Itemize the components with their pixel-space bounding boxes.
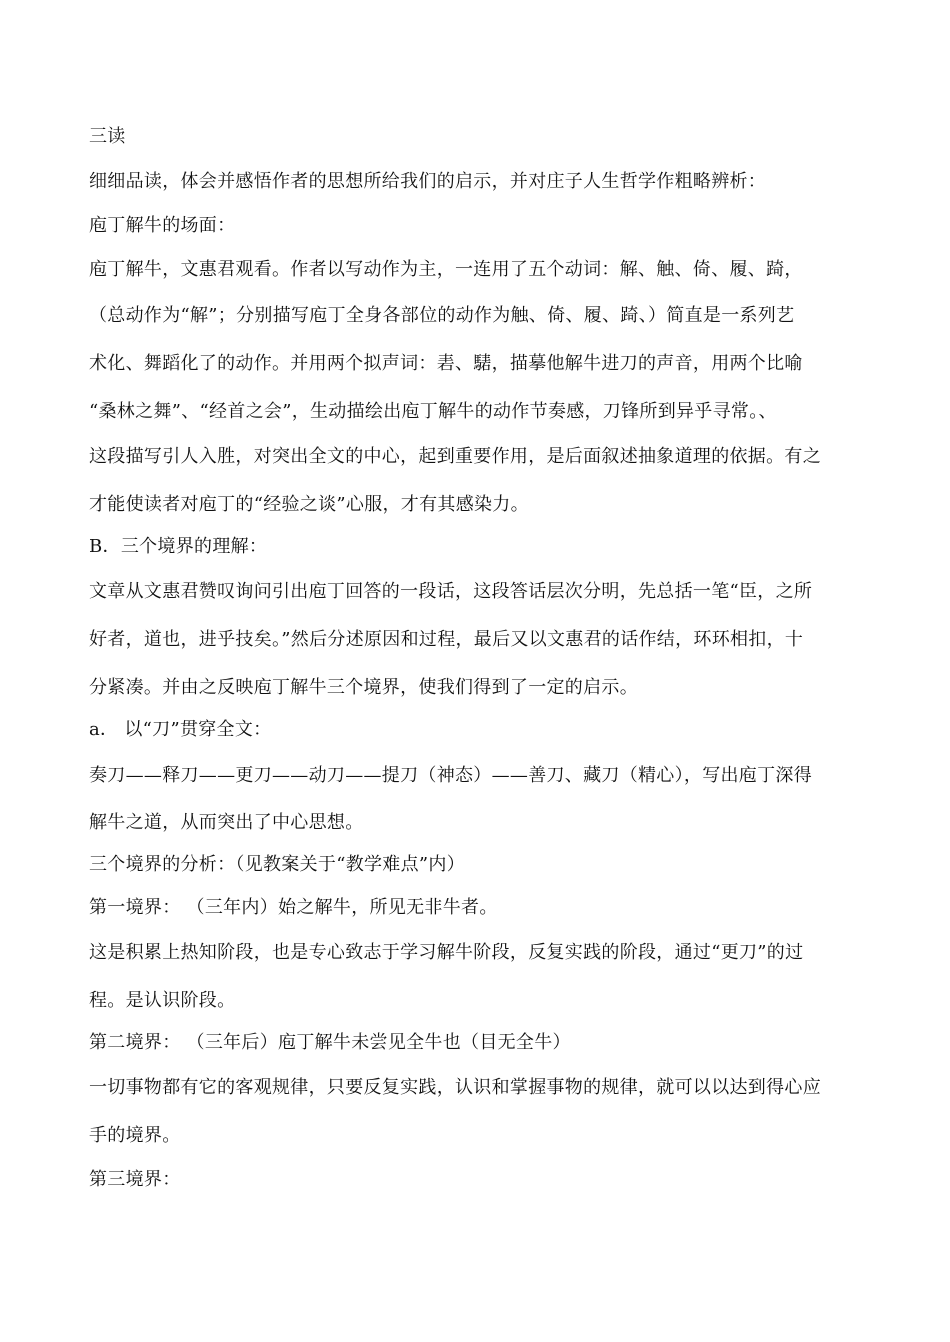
paragraph-line: 术化、舞蹈化了的动作。并用两个拟声词：砉、騞，描摹他解牛进刀的声音，用两个比喻	[89, 353, 803, 374]
paragraph-line: 这段描写引人入胜，对突出全文的中心，起到重要作用，是后面叙述抽象道理的依据。有之	[89, 446, 821, 467]
subheading-knife: a． 以“刀”贯穿全文：	[89, 719, 272, 740]
realm-one: 第一境界： （三年内）始之解牛，所见无非牛者。	[89, 897, 498, 918]
paragraph-line: 好者，道也，进乎技矣。”然后分述原因和过程，最后又以文惠君的话作结，环环相扣，十	[89, 629, 804, 650]
paragraph-line: “桑林之舞”、“经首之会”，生动描绘出庖丁解牛的动作节奏感，刀锋所到异乎寻常。、	[89, 401, 777, 422]
paragraph-line: 分紧凑。并由之反映庖丁解牛三个境界，使我们得到了一定的启示。	[89, 677, 638, 698]
paragraph-line: 这是积累上热知阶段，也是专心致志于学习解牛阶段，反复实践的阶段，通过“更刀”的过	[89, 942, 804, 963]
paragraph-line: 奏刀——释刀——更刀——动刀——提刀（神态）——善刀、藏刀（精心），写出庖丁深得	[89, 765, 812, 786]
paragraph-line: 才能使读者对庖丁的“经验之谈”心服，才有其感染力。	[89, 494, 529, 515]
paragraph-line: 手的境界。	[89, 1125, 181, 1146]
paragraph-line: 庖丁解牛，文惠君观看。作者以写动作为主，一连用了五个动词：解、触、倚、履、踦，	[89, 259, 803, 280]
section-heading-third-reading: 三读	[89, 126, 126, 147]
paragraph-line: 文章从文惠君赞叹询问引出庖丁回答的一段话，这段答话层次分明，先总括一笔“臣，之所	[89, 581, 813, 602]
paragraph-line: （总动作为“解”；分别描写庖丁全身各部位的动作为触、倚、履、踦、）简直是一系列艺	[89, 305, 795, 326]
paragraph-line: 程。是认识阶段。	[89, 990, 236, 1011]
paragraph-line: 一切事物都有它的客观规律，只要反复实践，认识和掌握事物的规律，就可以以达到得心应	[89, 1077, 821, 1098]
paragraph-line: 解牛之道，从而突出了中心思想。	[89, 812, 364, 833]
subheading-scene: 庖丁解牛的场面：	[89, 215, 236, 236]
subheading-three-realms: B．三个境界的理解：	[89, 536, 268, 557]
realm-three: 第三境界：	[89, 1169, 181, 1190]
paragraph-line: 细细品读，体会并感悟作者的思想所给我们的启示，并对庄子人生哲学作粗略辨析：	[89, 171, 767, 192]
realm-two: 第二境界： （三年后）庖丁解牛未尝见全牛也（目无全牛）	[89, 1032, 571, 1053]
subheading-analysis: 三个境界的分析：（见教案关于“教学难点”内）	[89, 854, 466, 875]
